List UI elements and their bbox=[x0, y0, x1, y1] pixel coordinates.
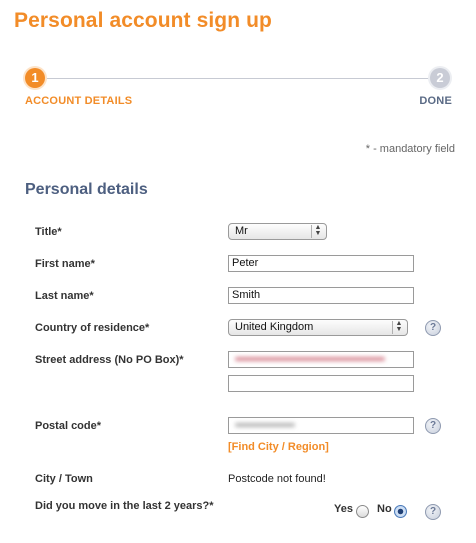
select-arrows-icon: ▲ ▼ bbox=[392, 321, 405, 334]
help-icon[interactable]: ? bbox=[425, 504, 441, 520]
page-title: Personal account sign up bbox=[14, 9, 272, 32]
section-heading: Personal details bbox=[25, 181, 148, 198]
country-select[interactable] bbox=[228, 319, 408, 336]
street-address-line1-input[interactable] bbox=[228, 351, 414, 368]
step-1-indicator: 1 bbox=[25, 68, 45, 88]
country-label: Country of residence* bbox=[35, 322, 150, 334]
select-arrows-icon: ▲ ▼ bbox=[311, 225, 324, 238]
redacted-text bbox=[235, 357, 385, 361]
postal-code-label: Postal code* bbox=[35, 420, 102, 432]
street-address-label: Street address (No PO Box)* bbox=[35, 354, 184, 366]
yes-radio[interactable] bbox=[356, 505, 369, 518]
country-select-value: United Kingdom bbox=[235, 321, 314, 333]
first-name-input[interactable]: Peter bbox=[228, 255, 414, 272]
last-name-input[interactable]: Smith bbox=[228, 287, 414, 304]
title-select-value: Mr bbox=[235, 225, 248, 237]
city-value: Postcode not found! bbox=[228, 473, 326, 485]
step-2-label: DONE bbox=[419, 95, 452, 107]
step-2-indicator: 2 bbox=[430, 68, 450, 88]
yes-label: Yes bbox=[334, 503, 353, 515]
step-1-label: ACCOUNT DETAILS bbox=[25, 95, 133, 107]
postal-code-input[interactable] bbox=[228, 417, 414, 434]
title-select[interactable] bbox=[228, 223, 327, 240]
title-label: Title* bbox=[35, 226, 62, 238]
first-name-label: First name* bbox=[35, 258, 95, 270]
find-city-link[interactable]: [Find City / Region] bbox=[228, 441, 329, 453]
no-label: No bbox=[377, 503, 392, 515]
help-icon[interactable]: ? bbox=[425, 320, 441, 336]
mandatory-note: * - mandatory field bbox=[365, 143, 455, 155]
moved-question-label: Did you move in the last 2 years?* bbox=[35, 500, 214, 512]
progress-line bbox=[34, 78, 436, 79]
city-label: City / Town bbox=[35, 473, 93, 485]
redacted-text bbox=[235, 423, 295, 427]
street-address-line2-input[interactable] bbox=[228, 375, 414, 392]
last-name-label: Last name* bbox=[35, 290, 94, 302]
help-icon[interactable]: ? bbox=[425, 418, 441, 434]
no-radio[interactable] bbox=[394, 505, 407, 518]
